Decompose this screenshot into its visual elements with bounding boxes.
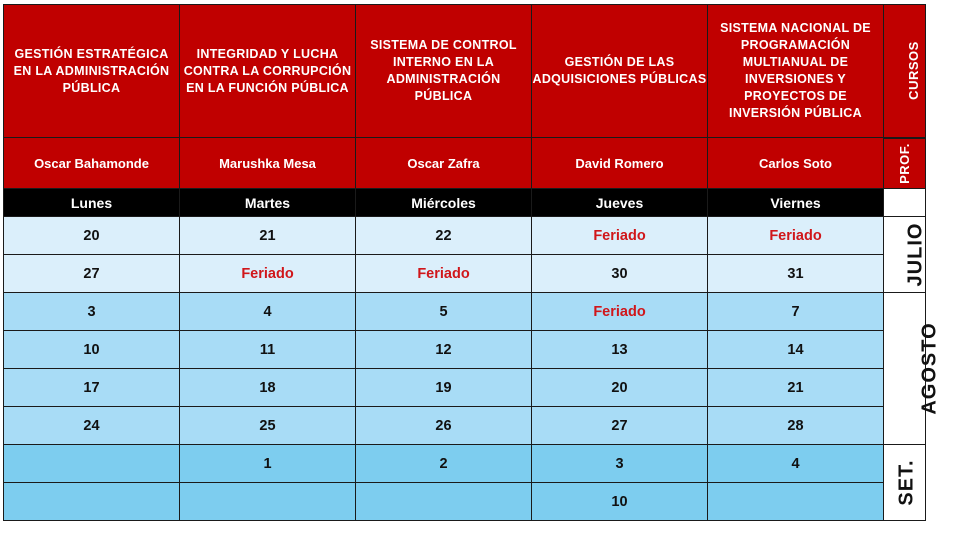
date-cell: 7 <box>708 293 884 331</box>
calendar-row <box>4 483 926 521</box>
professor-2: Marushka Mesa <box>180 138 356 189</box>
calendar-row <box>4 331 926 369</box>
day-thursday: Jueves <box>532 189 708 217</box>
calendar-row <box>4 293 926 331</box>
date-cell: 11 <box>180 331 356 369</box>
date-cell <box>4 483 180 521</box>
date-cell: 5 <box>356 293 532 331</box>
date-cell: 27 <box>532 407 708 445</box>
date-cell: 4 <box>180 293 356 331</box>
date-cell <box>708 483 884 521</box>
date-cell: 30 <box>532 255 708 293</box>
date-cell: 1 <box>180 445 356 483</box>
course-2-title: INTEGRIDAD Y LUCHA CONTRA LA CORRUPCIÓN EN LA FUNCIÓN PÚBLICA <box>180 5 356 138</box>
date-cell: 24 <box>4 407 180 445</box>
date-cell: 19 <box>356 369 532 407</box>
date-cell: 2 <box>356 445 532 483</box>
course-3-title: SISTEMA DE CONTROL INTERNO EN LA ADMINISTRACIÓN PÚBLICA <box>356 5 532 138</box>
date-cell: 21 <box>180 217 356 255</box>
day-tuesday: Martes <box>180 189 356 217</box>
holiday-cell: Feriado <box>708 217 884 255</box>
date-cell: 14 <box>708 331 884 369</box>
date-cell: 20 <box>532 369 708 407</box>
date-cell: 27 <box>4 255 180 293</box>
date-cell: 20 <box>4 217 180 255</box>
date-cell: 10 <box>4 331 180 369</box>
date-cell: 13 <box>532 331 708 369</box>
date-cell: 26 <box>356 407 532 445</box>
cursos-label: CURSOS <box>884 5 926 138</box>
professor-1: Oscar Bahamonde <box>4 138 180 189</box>
holiday-cell: Feriado <box>532 293 708 331</box>
blank-corner <box>884 189 926 217</box>
date-cell: 21 <box>708 369 884 407</box>
professor-5: Carlos Soto <box>708 138 884 189</box>
date-cell: 3 <box>4 293 180 331</box>
professor-3: Oscar Zafra <box>356 138 532 189</box>
date-cell: 4 <box>708 445 884 483</box>
calendar-row <box>4 407 926 445</box>
day-monday: Lunes <box>4 189 180 217</box>
calendar-row <box>4 255 926 293</box>
holiday-cell: Feriado <box>180 255 356 293</box>
course-5-title: SISTEMA NACIONAL DE PROGRAMACIÓN MULTIANUAL DE INVERSIONES Y PROYECTOS DE INVERSIÓN PÚBLICA <box>708 5 884 138</box>
date-cell: 12 <box>356 331 532 369</box>
day-friday: Viernes <box>708 189 884 217</box>
holiday-cell: Feriado <box>356 255 532 293</box>
calendar-row <box>4 369 926 407</box>
holiday-cell: Feriado <box>532 217 708 255</box>
month-label: JULIO <box>884 217 926 293</box>
professor-4: David Romero <box>532 138 708 189</box>
date-cell: 31 <box>708 255 884 293</box>
calendar-row <box>4 217 926 255</box>
date-cell: 10 <box>532 483 708 521</box>
date-cell <box>180 483 356 521</box>
professors-row <box>4 138 926 189</box>
date-cell: 17 <box>4 369 180 407</box>
courses-header-row <box>4 5 926 138</box>
prof-label: PROF. <box>884 138 926 189</box>
month-label: AGOSTO <box>884 293 926 445</box>
date-cell: 25 <box>180 407 356 445</box>
course-schedule-table <box>3 4 941 521</box>
month-label: SET. <box>884 445 926 521</box>
date-cell: 28 <box>708 407 884 445</box>
date-cell <box>356 483 532 521</box>
date-cell: 18 <box>180 369 356 407</box>
date-cell: 22 <box>356 217 532 255</box>
day-wednesday: Miércoles <box>356 189 532 217</box>
date-cell: 3 <box>532 445 708 483</box>
date-cell <box>4 445 180 483</box>
weekdays-row <box>4 189 926 217</box>
calendar-row <box>4 445 926 483</box>
course-4-title: GESTIÓN DE LAS ADQUISICIONES PÚBLICAS <box>532 5 708 138</box>
course-1-title: GESTIÓN ESTRATÉGICA EN LA ADMINISTRACIÓN PÚBLICA <box>4 5 180 138</box>
